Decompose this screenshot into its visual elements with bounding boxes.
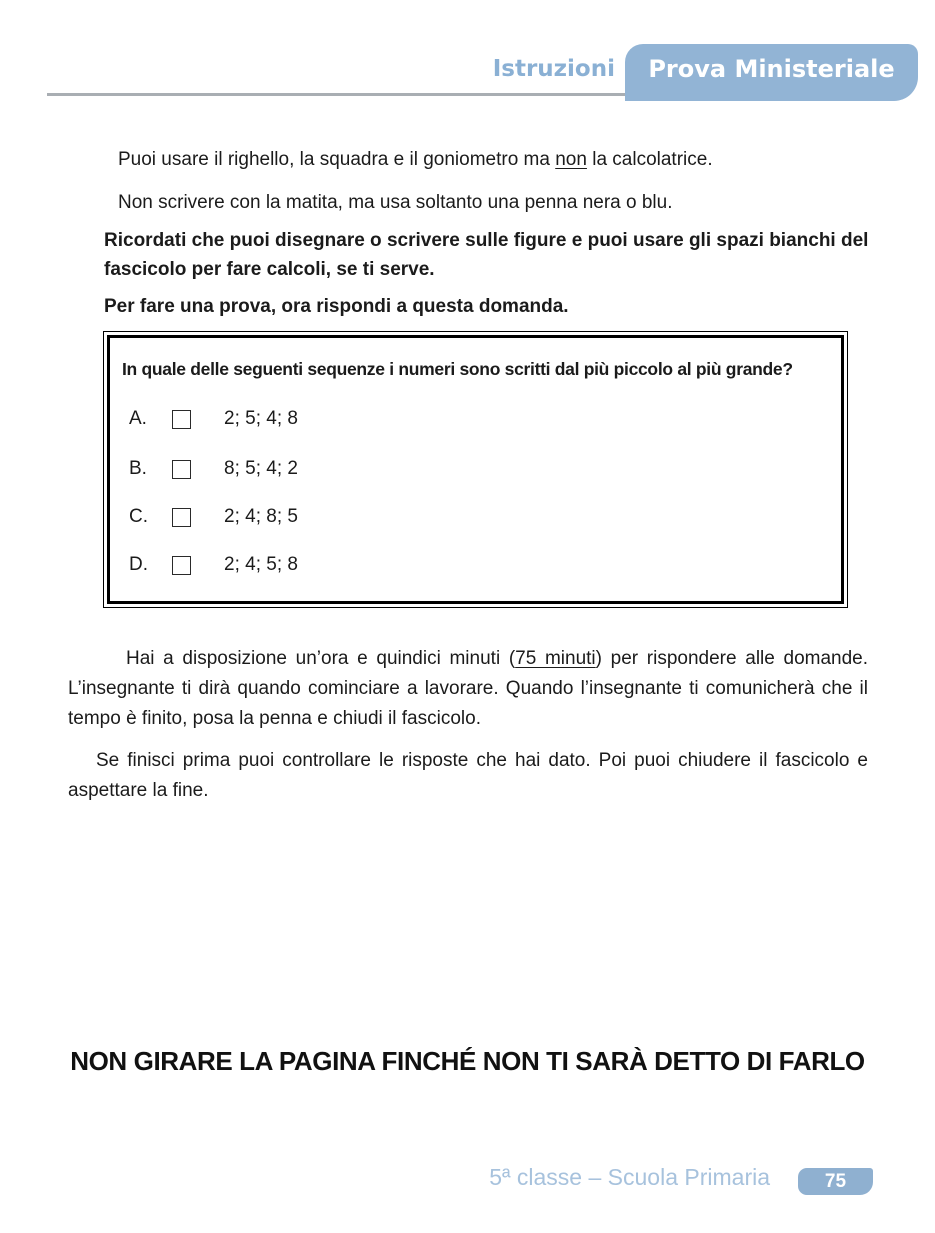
option-value: 2; 5; 4; 8 [224, 408, 298, 429]
option-letter: A. [129, 408, 147, 429]
option-row-c [129, 504, 298, 530]
header-tab-prova-ministeriale [625, 44, 918, 101]
checkbox-option-a[interactable] [172, 410, 191, 429]
option-value: 2; 4; 5; 8 [224, 554, 298, 575]
question-text: In quale delle seguenti sequenze i numeri sono scritti dal più piccolo al più grande? [122, 359, 793, 379]
warning-text: NON GIRARE LA PAGINA FINCHÉ NON TI SARÀ DETTO DI FARLO [70, 1046, 865, 1076]
header-section-label: Istruzioni [492, 56, 615, 82]
checkbox-option-c[interactable] [172, 508, 191, 527]
instruction-paragraph-1 [118, 145, 863, 174]
option-letter: B. [129, 458, 147, 479]
closing-paragraph-2: Se finisci prima puoi controllare le risposte che hai dato. Poi puoi chiudere il fascicolo e aspettare la fine. [68, 750, 868, 801]
option-row-a [129, 406, 298, 432]
instruction-paragraph-3: Ricordati che puoi disegnare o scrivere sulle figure e puoi usare gli spazi bianchi del fascicolo per fare calcoli, se ti serve. [104, 230, 869, 280]
option-row-d [129, 552, 298, 578]
text-segment: Hai a disposizione un’ora e quindici minuti ( [126, 648, 516, 669]
instruction-paragraph-4: Per fare una prova, ora rispondi a questa domanda. [104, 296, 569, 317]
option-row-b [129, 456, 298, 482]
option-letter: D. [129, 554, 148, 575]
checkbox-option-b[interactable] [172, 460, 191, 479]
question-box [103, 331, 848, 608]
underlined-phrase: 75 minuti [515, 648, 596, 669]
underlined-word: non [555, 149, 587, 170]
checkbox-option-d[interactable] [172, 556, 191, 575]
option-letter: C. [129, 506, 148, 527]
footer-class-label: 5ª classe – Scuola Primaria [489, 1164, 770, 1190]
option-value: 8; 5; 4; 2 [224, 458, 298, 479]
header-tab-label: Prova Ministeriale [648, 54, 895, 83]
page-number: 75 [824, 1170, 847, 1192]
instruction-paragraph-2: Non scrivere con la matita, ma usa soltanto una penna nera o blu. [118, 192, 673, 213]
closing-paragraph-1 [68, 644, 868, 734]
question-box-inner-border [107, 335, 844, 604]
option-value: 2; 4; 8; 5 [224, 506, 298, 527]
text-segment: ) per rispondere alle domande. L’insegnante ti dirà quando cominciare a lavorare. Quando l’insegnante ti comunicherà che il tempo è finito, posa la penna e chiudi il fascicolo. [68, 648, 869, 729]
text-segment: la calcolatrice. [586, 149, 713, 170]
page-number-badge [798, 1168, 873, 1195]
text-segment: Puoi usare il righello, la squadra e il goniometro ma [118, 149, 556, 170]
